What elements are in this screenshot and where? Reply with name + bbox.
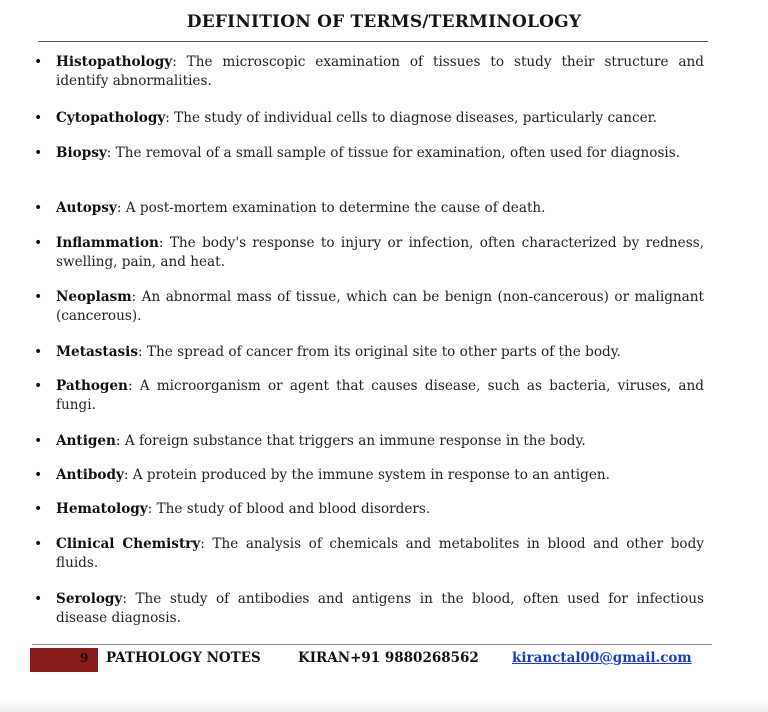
term-name: Antibody <box>56 467 124 483</box>
bullet-icon: • <box>34 501 43 517</box>
term-definition <box>56 500 704 519</box>
term-description: : A post-mortem examination to determine the cause of death. <box>116 200 546 216</box>
footer-divider <box>32 644 712 645</box>
term-description: : A microorganism or agent that causes disease, such as bacteria, viruses, and fungi. <box>56 378 704 413</box>
term-name: Metastasis <box>56 344 138 360</box>
term-definition <box>56 466 704 485</box>
footer-email-link[interactable]: kiranctal00@gmail.com <box>512 650 692 666</box>
bullet-icon: • <box>34 378 43 394</box>
term-definition <box>56 590 704 628</box>
bullet-icon: • <box>34 110 43 126</box>
footer-notes-label: PATHOLOGY NOTES <box>106 650 261 666</box>
page-edge-shadow <box>0 700 768 712</box>
term-definition <box>56 234 704 272</box>
footer-contact: KIRAN+91 9880268562 <box>298 650 479 666</box>
term-description: : The removal of a small sample of tissue for examination, often used for diagnosis. <box>106 145 681 161</box>
term-definition <box>56 199 704 218</box>
term-name: Hematology <box>56 501 148 517</box>
term-description: : The microscopic examination of tissues to study their structure and identify abnormalities. <box>56 54 704 89</box>
term-description: : A foreign substance that triggers an immune response in the body. <box>115 433 586 449</box>
bullet-icon: • <box>34 54 43 70</box>
term-definition <box>56 535 704 573</box>
bullet-icon: • <box>34 467 43 483</box>
title-underline <box>38 41 708 42</box>
bullet-icon: • <box>34 536 43 552</box>
term-definition <box>56 343 704 362</box>
bullet-icon: • <box>34 289 43 305</box>
term-definition <box>56 144 704 163</box>
term-definition <box>56 377 704 415</box>
page-title: DEFINITION OF TERMS/TERMINOLOGY <box>186 12 582 32</box>
term-name: Histopathology <box>56 54 173 70</box>
term-description: : The study of antibodies and antigens in the blood, often used for infectious disease diagnosis. <box>56 591 704 626</box>
term-name: Inflammation <box>56 235 159 251</box>
term-description: : An abnormal mass of tissue, which can be benign (non-cancerous) or malignant (cancerous). <box>56 289 704 324</box>
bullet-icon: • <box>34 344 43 360</box>
term-description: : The study of blood and blood disorders. <box>147 501 431 517</box>
term-name: Serology <box>56 591 123 607</box>
term-name: Neoplasm <box>56 289 132 305</box>
term-definition <box>56 53 704 91</box>
term-definition <box>56 109 704 128</box>
term-description: : The spread of cancer from its original site to other parts of the body. <box>138 344 621 360</box>
term-name: Antigen <box>56 433 116 449</box>
term-description: : The body's response to injury or infection, often characterized by redness, swelling, pain, and heat. <box>56 235 704 270</box>
term-name: Cytopathology <box>56 110 166 126</box>
term-name: Autopsy <box>56 200 117 216</box>
bullet-icon: • <box>34 145 43 161</box>
bullet-icon: • <box>34 591 43 607</box>
bullet-icon: • <box>34 235 43 251</box>
term-name: Pathogen <box>56 378 128 394</box>
term-definition <box>56 288 704 326</box>
term-description: : A protein produced by the immune system in response to an antigen. <box>123 467 610 483</box>
bullet-icon: • <box>34 200 43 216</box>
bullet-icon: • <box>34 433 43 449</box>
page-number: 9 <box>80 651 89 665</box>
term-description: : The analysis of chemicals and metabolites in blood and other body fluids. <box>56 536 704 571</box>
term-name: Biopsy <box>56 145 107 161</box>
term-description: : The study of individual cells to diagnose diseases, particularly cancer. <box>165 110 657 126</box>
term-name: Clinical Chemistry <box>56 536 201 552</box>
term-definition <box>56 432 704 451</box>
